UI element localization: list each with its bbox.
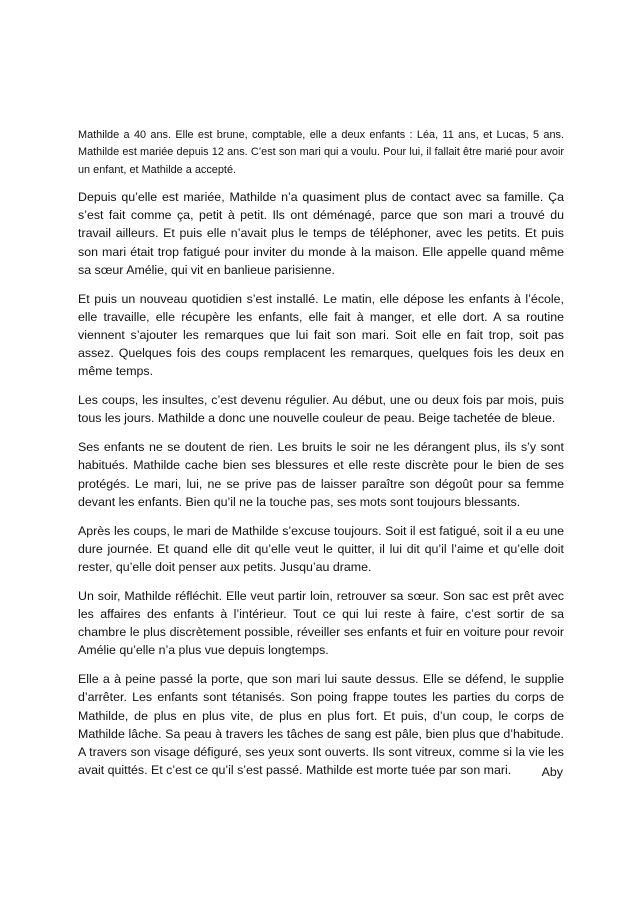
paragraph-intro: Mathilde a 40 ans. Elle est brune, comptable, elle a deux enfants : Léa, 11 ans, et Lucas, 5 ans. Mathilde est mariée depuis 12 ans. C’est son mari qui a voulu. Pour lui, il fallait être marié pour avoir un enfant, et Mathilde a accepté.	[78, 129, 564, 176]
paragraph-escape-plan: Un soir, Mathilde réfléchit. Elle veut partir loin, retrouver sa sœur. Son sac est prêt avec les affaires des enfants à l’intérieur. Tout ce qui lui reste à faire, c’est sortir de sa chambre le plus discrètement possible, réveiller ses enfants et fuir en voiture pour revoir Amélie qu’elle n’a plus vue depuis longtemps.	[78, 589, 564, 658]
paragraph-children: Ses enfants ne se doutent de rien. Les bruits le soir ne les dérangent plus, ils s’y sont habitués. Mathilde cache bien ses blessures et elle reste discrète pour le bien de ses protégés. Le mari, lui, ne se prive pas de laisser paraître son dégoût pour sa femme devant les enfants. Bien qu’il ne la touche pas, ses mots sont toujours blessants.	[78, 440, 564, 509]
paragraph-ending: Elle a à peine passé la porte, que son mari lui saute dessus. Elle se défend, le supplie d’arrêter. Les enfants sont tétanisés. Son poing frappe toutes les parties du corps de Mathilde, de plus en plus vite, de plus en plus fort. Et puis, d’un coup, le corps de Mathilde lâche. Sa peau à travers les tâches de sang est pâle, bien plus que d’habitude. A travers son visage défiguré, ses yeux sont ouverts. Ils sont vitreux, comme si la vie les avait quittés. Et c’est ce qu’il s’est passé. Mathilde est morte tuée par son mari.	[78, 672, 564, 777]
paragraph-excuses: Après les coups, le mari de Mathilde s’excuse toujours. Soit il est fatigué, soit il a eu une dure journée. Et quand elle dit qu’elle veut le quitter, il lui dit qu’il l’aime et qu’elle doit rester, qu’elle doit penser aux petits. Jusqu’au drame.	[78, 523, 564, 574]
story-body	[78, 127, 564, 790]
paragraph-routine: Et puis un nouveau quotidien s’est installé. Le matin, elle dépose les enfants à l’école, elle travaille, elle récupère les enfants, elle fait à manger, et elle dort. A sa routine viennent s’ajouter les remarques que lui fait son mari. Soit elle en fait trop, soit pas assez. Quelques fois des coups remplacent les remarques, quelques fois les deux en même temps.	[78, 291, 564, 379]
author-signature: Aby	[541, 765, 563, 779]
paragraph-family: Depuis qu’elle est mariée, Mathilde n’a quasiment plus de contact avec sa famille. Ça s’est fait comme ça, petit à petit. Ils ont déménagé, parce que son mari a trouvé du travail ailleurs. Et puis elle n’avait plus le temps de téléphoner, avec les petits. Et puis son mari était trop fatigué pour inviter du monde à la maison. Elle appelle quand même sa sœur Amélie, qui vit en banlieue parisienne.	[78, 190, 564, 277]
paragraph-violence: Les coups, les insultes, c’est devenu régulier. Au début, une ou deux fois par mois, puis tous les jours. Mathilde a donc une nouvelle couleur de peau. Beige tachetée de bleue.	[78, 393, 564, 426]
